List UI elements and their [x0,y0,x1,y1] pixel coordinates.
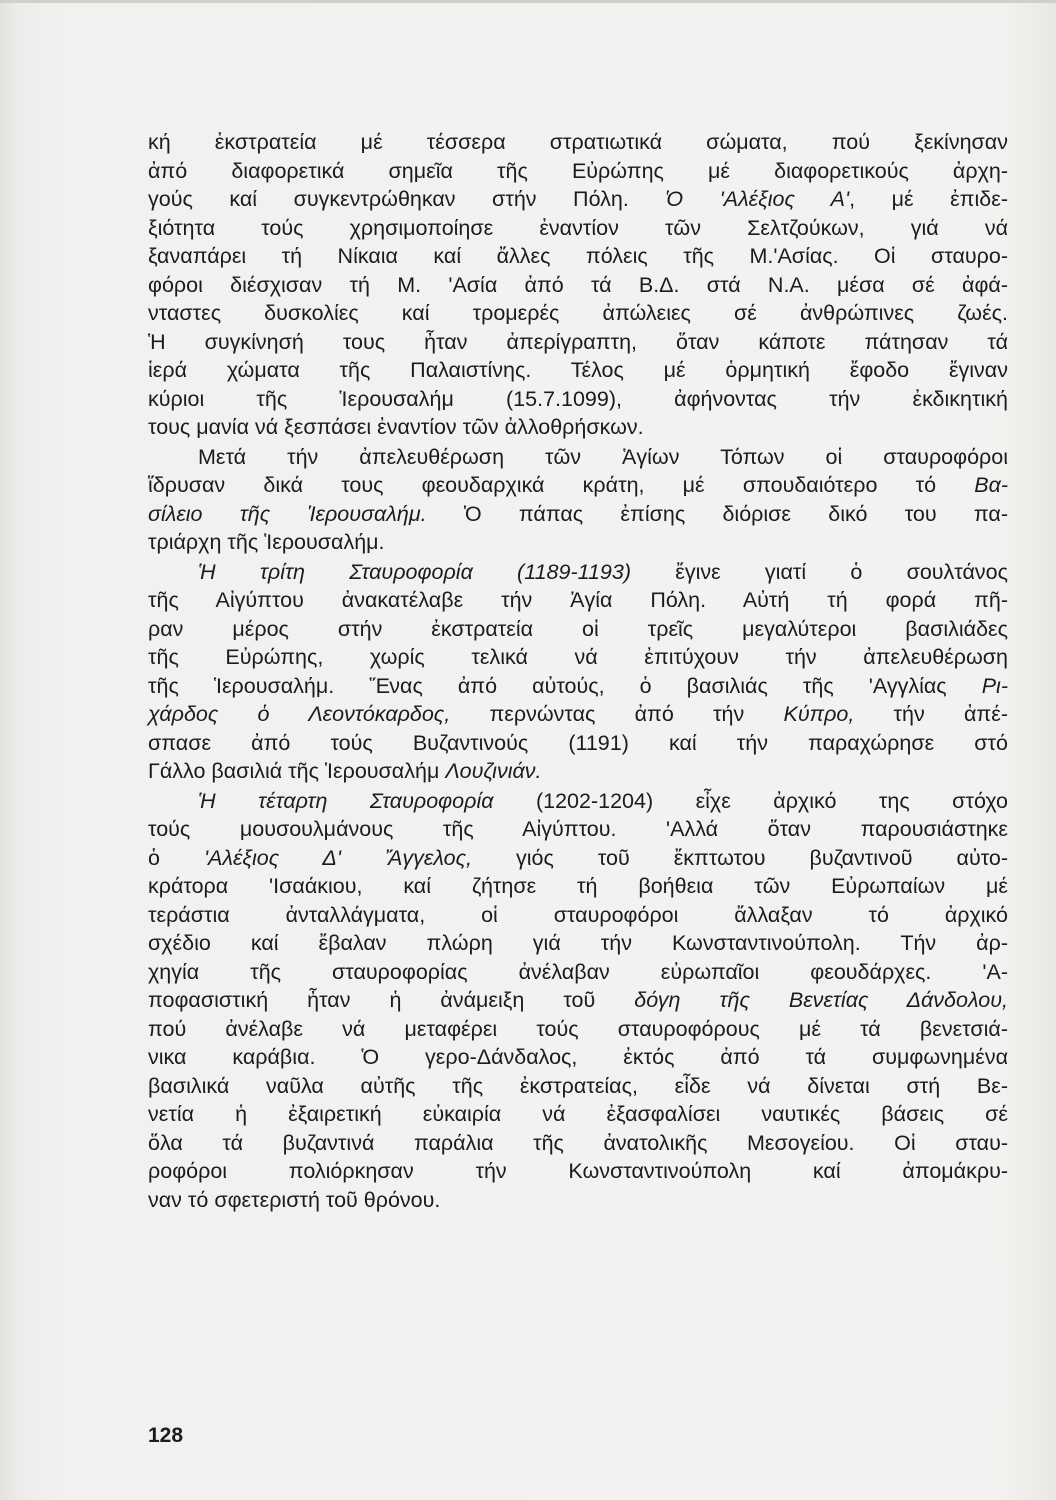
text-line [148,757,1008,786]
text-line: σχέδιο καί ἔβαλαν πλώρη γιά τήν Κωνσταντινούπολη. Τήν ἀρ- [148,931,1008,955]
text-line: Ἡ συγκίνησή τους ἦταν ἀπερίγραπτη, ὅταν κάποτε πάτησαν τά [148,329,1008,354]
text-line: ἀπό διαφορετικά σημεῖα τῆς Εὐρώπης μέ διαφορετικούς ἀρχη- [148,158,1008,183]
text-line: ξαναπάρει τή Νίκαια καί ἄλλες πόλεις τῆς Μ.'Ασίας. Οἱ σταυρο- [148,244,1008,268]
text-line: νικα καράβια. Ὁ γερο-Δάνδαλος, ἐκτός ἀπό τά συμφωνημένα [148,1045,1008,1069]
text-run: περνώντας ἀπό τήν [450,702,784,726]
text-line: ὅλα τά βυζαντινά παράλια τῆς ἀνατολικῆς Μεσογείου. Οἱ σταυ- [148,1130,1008,1155]
text-line: νταστες δυσκολίες καί τρομερές ἀπώλειες σέ ἀνθρώπινες ζωές. [148,301,1008,325]
text-line: τεράστια ἀνταλλάγματα, οἱ σταυροφόροι ἄλλαξαν τό ἀρχικό [148,902,1008,927]
italic-term: Βα- [974,473,1008,497]
text-line: κύριοι τῆς Ἱερουσαλήμ (15.7.1099), ἀφήνοντας τήν ἐκδικητική [148,386,1008,411]
italic-name: χάρδος ὁ Λεοντόκαρδος, [148,702,451,726]
paragraph-first-crusade-continued [148,128,1008,442]
text-line [148,700,1008,729]
text-run: ὁ [148,845,204,870]
paragraph-crusader-states [148,443,1008,557]
paragraph-fourth-crusade [148,787,1008,1215]
text-run: Γάλλο βασιλιά τῆς Ἱερουσαλήμ [148,759,446,783]
text-line: ἱερά χώματα τῆς Παλαιστίνης. Τέλος μέ ὁρμητική ἔφοδο ἔγιναν [148,358,1008,382]
italic-heading: Ἡ τέταρτη Σταυροφορία [198,788,494,813]
text-line: σπασε ἀπό τούς Βυζαντινούς (1191) καί τήν παραχώρησε στό [148,730,1008,755]
text-line [148,844,1008,873]
text-run: ἵδρυσαν δικά τους φεουδαρχικά κράτη, μέ σπουδαιότερο τό [148,473,975,497]
text-line: βασιλικά ναῦλα αὐτῆς τῆς ἐκστρατείας, εἶδε νά δίνεται στή Βε- [148,1073,1008,1098]
text-run: γούς καί συγκεντρώθηκαν στήν Πόλη. [148,187,666,211]
page-number: 128 [148,1424,184,1447]
text-run: ἔγινε γιατί ὁ σουλτάνος [631,559,1008,584]
italic-name: Λουζινιάν. [445,759,542,783]
text-line: φόροι διέσχισαν τή Μ. 'Ασία ἀπό τά Β.Δ. στά Ν.Α. μέσα σέ ἀφά- [148,272,1008,297]
italic-name: 'Αλέξιος Δ' Ἄγγελος, [203,845,473,870]
text-line: κή ἐκστρατεία μέ τέσσερα στρατιωτικά σώματα, πού ξεκίνησαν [148,130,1008,154]
text-line [148,986,1008,1015]
paragraph-third-crusade [148,558,1008,786]
italic-heading: Ἡ τρίτη Σταυροφορία (1189-1193) [198,559,632,584]
text-line [148,558,1008,587]
italic-term: σίλειο τῆς Ἱερουσαλήμ. [148,501,427,526]
text-run: τῆς Ἱερουσαλήμ. Ἕνας ἀπό αὐτούς, ὁ βασιλιάς τῆς 'Αγγλίας [148,673,982,698]
italic-name: Ρι- [981,673,1008,698]
text-run: γιός τοῦ ἔκπτωτου βυζαντινοῦ αὐτο- [472,845,1009,870]
text-line: τούς μουσουλμάνους τῆς Αἰγύπτου. 'Αλλά ὅταν παρουσιάστηκε [148,817,1008,841]
text-line: νετία ἡ ἐξαιρετική εὐκαιρία νά ἐξασφαλίσει ναυτικές βάσεις σέ [148,1102,1008,1126]
text-line: τῆς Εὐρώπης, χωρίς τελικά νά ἐπιτύχουν τήν ἀπελευθέρωση [148,645,1008,669]
text-line: ναν τό σφετεριστή τοῦ θρόνου. [148,1187,441,1212]
italic-name: δόγη τῆς Βενετίας Δάνδολου, [634,988,1008,1012]
body-text [148,128,1008,1214]
text-line: τους μανία νά ξεσπάσει ἐναντίον τῶν ἀλλοθρήσκων. [148,415,644,439]
text-run: Ὁ πάπας ἐπίσης διόρισε δικό του πα- [426,501,1008,526]
text-run: ποφασιστική ἦταν ἡ ἀνάμειξη τοῦ [148,988,635,1012]
text-run: τήν ἀπέ- [854,702,1009,726]
text-line [148,500,1008,529]
text-line: ραν μέρος στήν ἐκστρατεία οἱ τρεῖς μεγαλύτεροι βασιλιάδες [148,616,1008,641]
text-run: , μέ ἐπιδε- [849,187,1008,211]
text-line [148,471,1008,500]
text-line: πού ἀνέλαβε νά μεταφέρει τούς σταυροφόρους μέ τά βενετσιά- [148,1016,1008,1041]
text-run: (1202-1204) εἶχε ἀρχικό της στόχο [493,788,1008,813]
text-line [148,185,1008,214]
top-edge-rule [0,0,1056,3]
text-line: ξιότητα τούς χρησιμοποίησε ἐναντίον τῶν Σελτζούκων, γιά νά [148,215,1008,240]
text-line: τριάρχη τῆς Ἱερουσαλήμ. [148,530,385,554]
text-line: χηγία τῆς σταυροφορίας ἀνέλαβαν εὐρωπαῖοι φεουδάρχες. 'Α- [148,959,1008,984]
italic-name: Ὁ 'Αλέξιος Α' [665,187,850,211]
text-line: κράτορα 'Ισαάκιου, καί ζήτησε τή βοήθεια τῶν Εὐρωπαίων μέ [148,874,1008,898]
italic-place: Κύπρο, [783,702,855,726]
text-line: Μετά τήν ἀπελευθέρωση τῶν Ἁγίων Τόπων οἱ σταυροφόροι [198,444,1008,469]
text-line: τῆς Αἰγύπτου ἀνακατέλαβε τήν Ἁγία Πόλη. Αὐτή τή φορά πῆ- [148,588,1008,612]
text-line: ροφόροι πολιόρκησαν τήν Κωνσταντινούπολη καί ἀπομάκρυ- [148,1159,1008,1183]
text-line [148,787,1008,816]
text-line [148,672,1008,701]
